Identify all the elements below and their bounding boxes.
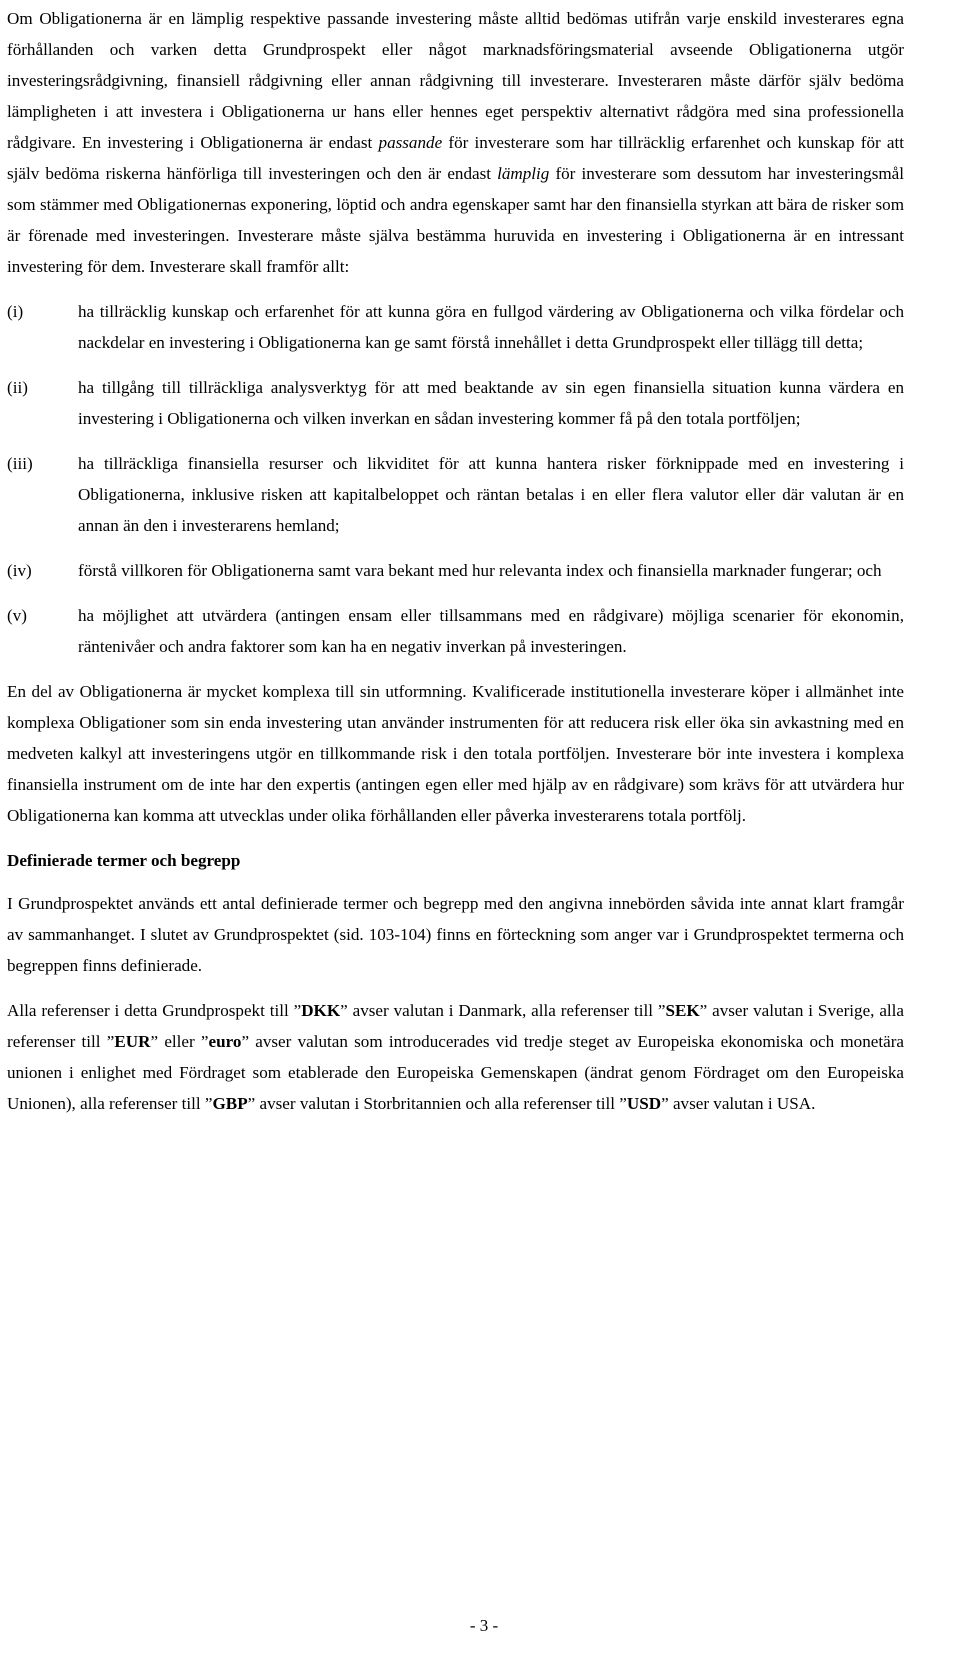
definitions-paragraph: I Grundprospektet används ett antal definierade termer och begrepp med den angivna innebörden såvida inte annat klart framgår av sammanhanget. I slutet av Grundprospektet (sid. 103-104) finns en förteckning som anger var i Grundprospektet termerna och begreppen finns definierade. xyxy=(7,894,904,975)
currency-term-eur: EUR xyxy=(114,1032,151,1051)
intro-emphasis-lamplig: lämplig xyxy=(497,164,550,183)
currency-term-euro: euro xyxy=(208,1032,242,1051)
currency-term-usd: USD xyxy=(626,1094,662,1113)
list-item-number: (ii) xyxy=(7,378,28,397)
list-item xyxy=(7,372,904,434)
page-number: - 3 - xyxy=(469,1616,499,1635)
currency-term-gbp: GBP xyxy=(212,1094,248,1113)
intro-paragraph xyxy=(7,3,904,282)
section-heading: Definierade termer och begrepp xyxy=(7,851,241,870)
currency-text: ” eller ” xyxy=(150,1032,209,1051)
currency-text: Alla referenser i detta Grundprospekt till ” xyxy=(7,1001,302,1020)
currency-text: ” avser valutan i USA. xyxy=(661,1094,816,1113)
page-footer xyxy=(0,1614,960,1638)
list-item-number: (i) xyxy=(7,302,24,321)
list-item xyxy=(7,555,904,586)
list-item-number: (iv) xyxy=(7,561,32,580)
list-item-text: ha möjlighet att utvärdera (antingen ensam eller tillsammans med en rådgivare) möjliga scenarier för ekonomin, räntenivåer och andra faktorer som kan ha en negativ inverkan på investeringen. xyxy=(78,606,904,656)
complex-instruments-paragraph: En del av Obligationerna är mycket komplexa till sin utformning. Kvalificerade institutionella investerare köper i allmänhet inte komplexa Obligationer som sin enda investering utan använder instrumenten för att reducera risk eller öka sin avkastning med en medveten kalkyl att investeringens utgör en tillkommande risk i den totala portföljen. Investerare bör inte investera i komplexa finansiella instrument om de inte har den expertis (antingen egen eller med hjälp av en rådgivare) som krävs för att utvärdera hur Obligationerna kan komma att utvecklas under olika förhållanden eller påverka investerarens totala portfölj. xyxy=(7,682,904,825)
list-item-number: (iii) xyxy=(7,454,33,473)
list-item xyxy=(7,296,904,358)
list-item-number: (v) xyxy=(7,606,27,625)
intro-text-2: för investerare som har tillräcklig erfarenhet och kunskap för att själv bedöma riskerna hänförliga till investeringen och den är endast xyxy=(7,133,904,183)
list-item-text: förstå villkoren för Obligationerna samt vara bekant med hur relevanta index och finansiella marknader fungerar; och xyxy=(78,561,882,580)
currency-term-sek: SEK xyxy=(665,1001,700,1020)
intro-emphasis-passande: passande xyxy=(378,133,443,152)
currency-paragraph xyxy=(7,995,904,1119)
intro-text-3: för investerare som dessutom har investeringsmål som stämmer med Obligationernas exponering, löptid och andra egenskaper samt har den finansiella styrkan att bära de risker som är förenade med investeringen. Investerare måste själva bestämma huruvida en investering i Obligationerna är en intressant investering för dem. Investerare skall framför allt: xyxy=(7,164,904,276)
list-item xyxy=(7,448,904,541)
list-item xyxy=(7,600,904,662)
intro-text-1: Om Obligationerna är en lämplig respektive passande investering måste alltid bedömas utifrån varje enskild investerares egna förhållanden och varken detta Grundprospekt eller något marknadsföringsmaterial avseende Obligationerna utgör investeringsrådgivning, finansiell rådgivning eller annan rådgivning till investerare. Investeraren måste därför själv bedöma lämpligheten i att investera i Obligationerna ur hans eller hennes eget perspektiv alternativt rådgöra med sina professionella rådgivare. En investering i Obligationerna är endast xyxy=(7,9,904,152)
list-item-text: ha tillgång till tillräckliga analysverktyg för att med beaktande av sin egen finansiella situation kunna värdera en investering i Obligationerna och vilken inverkan en sådan investering kommer få på den totala portföljen; xyxy=(78,378,904,428)
document-page xyxy=(7,3,904,1119)
currency-text: ” avser valutan i Danmark, alla referenser till ” xyxy=(340,1001,666,1020)
currency-term-dkk: DKK xyxy=(301,1001,341,1020)
currency-text: ” avser valutan i Storbritannien och alla referenser till ” xyxy=(247,1094,627,1113)
currency-text: ” avser valutan som introducerades vid tredje steget av Europeiska ekonomiska och monetära unionen i enlighet med Fördraget som etablerade den Europeiska Gemenskapen (ändrat genom Fördraget om den Europeiska Unionen), alla referenser till ” xyxy=(7,1032,904,1113)
list-item-text: ha tillräckliga finansiella resurser och likviditet för att kunna hantera risker förknippade med en investering i Obligationerna, inklusive risken att kapitalbeloppet och räntan betalas i en eller flera valutor eller där valutan är en annan än den i investerarens hemland; xyxy=(78,454,904,535)
currency-text: ” avser valutan i Sverige, alla referenser till ” xyxy=(7,1001,904,1051)
list-item-text: ha tillräcklig kunskap och erfarenhet för att kunna göra en fullgod värdering av Obligationerna och vilka fördelar och nackdelar en investering i Obligationerna kan ge samt förstå innehållet i detta Grundprospekt eller tillägg till detta; xyxy=(78,302,904,352)
requirements-list xyxy=(7,296,904,662)
